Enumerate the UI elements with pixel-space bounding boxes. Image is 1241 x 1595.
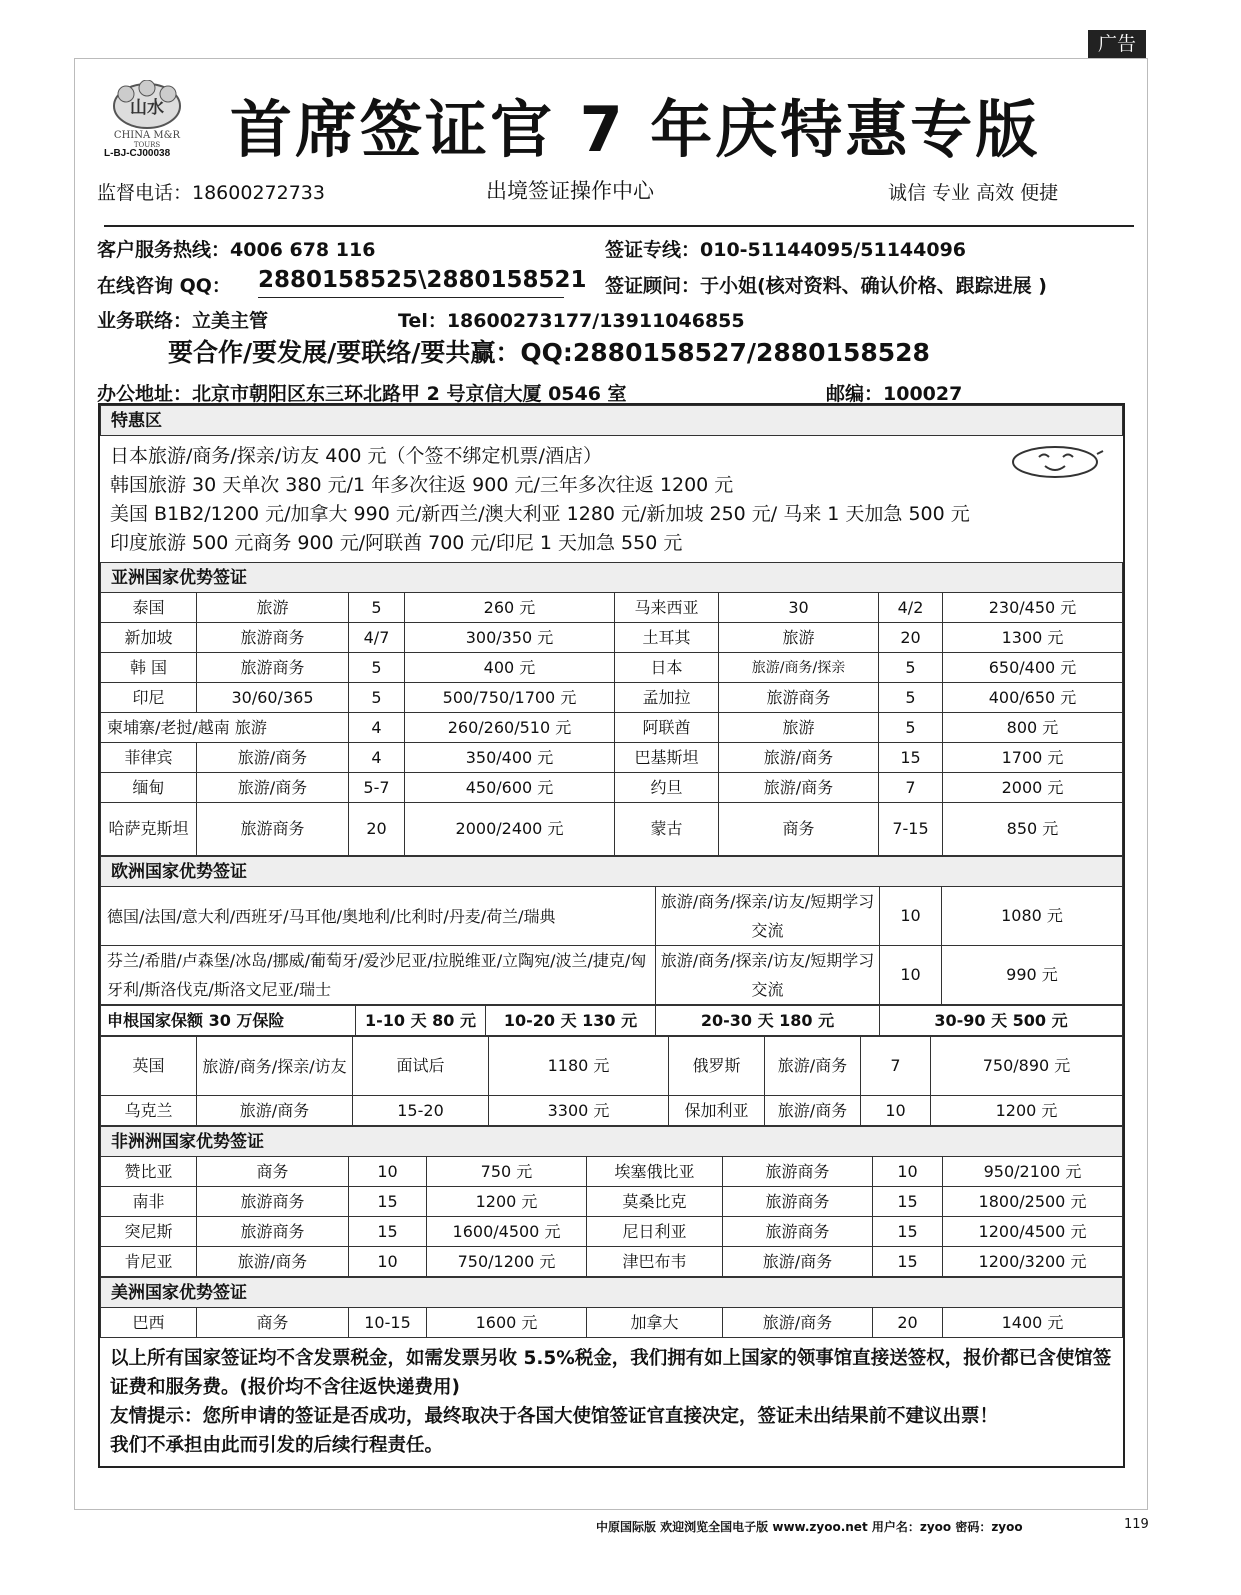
visa-price-box (98, 403, 1125, 1468)
cell: 15 (873, 1217, 943, 1247)
cell: 肯尼亚 (101, 1247, 197, 1277)
special-table (100, 405, 1123, 436)
europe-table (100, 856, 1123, 1005)
cell: 马来西亚 (615, 593, 719, 623)
cell: 5 (879, 653, 943, 683)
svg-text:山水: 山水 (130, 98, 164, 118)
table-row (101, 683, 1123, 713)
page-footer: 中原国际版 欢迎浏览全国电子版 www.zyoo.net 用户名：zyoo 密码：zyoo (596, 1520, 1023, 1534)
cell: 10-20 天 130 元 (486, 1006, 656, 1036)
cell: 4 (349, 743, 405, 773)
america-title: 美洲国家优势签证 (101, 1278, 1123, 1308)
cell: 旅游/商务/探亲/访友 (197, 1037, 353, 1096)
cell: 1600/4500 元 (427, 1217, 587, 1247)
cell: 5 (349, 653, 405, 683)
slogan: 要合作/要发展/要联络/要共赢：QQ:2880158527/2880158528 (168, 338, 930, 367)
cell: 30/60/365 (197, 683, 349, 713)
qq-numbers: 2880158525\2880158521 (258, 267, 587, 293)
cell: 旅游/商务 (719, 743, 879, 773)
cell: 埃塞俄比亚 (587, 1157, 723, 1187)
table-row (101, 623, 1123, 653)
cell: 15 (873, 1247, 943, 1277)
america-table (100, 1277, 1123, 1338)
cell: 旅游/商务 (719, 773, 879, 803)
tel: Tel：18600273177/13911046855 (398, 310, 745, 332)
cell: 7 (879, 773, 943, 803)
cell: 400 元 (405, 653, 615, 683)
schengen-table (100, 1005, 1123, 1036)
cell: 加拿大 (587, 1308, 723, 1338)
cell: 旅游/商务 (197, 743, 349, 773)
cell: 1800/2500 元 (943, 1187, 1123, 1217)
cell: 旅游/商务/探亲/访友/短期学习交流 (656, 887, 880, 946)
cell: 650/400 元 (943, 653, 1123, 683)
cell: 莫桑比克 (587, 1187, 723, 1217)
cell: 950/2100 元 (943, 1157, 1123, 1187)
cell: 230/450 元 (943, 593, 1123, 623)
cell: 1180 元 (489, 1037, 669, 1096)
center-name: 出境签证操作中心 (486, 179, 654, 203)
cell: 日本 (615, 653, 719, 683)
page-number: 119 (1124, 1517, 1149, 1532)
cell: 孟加拉 (615, 683, 719, 713)
cell: 350/400 元 (405, 743, 615, 773)
cell: 俄罗斯 (669, 1037, 765, 1096)
cell: 旅游商务 (197, 653, 349, 683)
qq-underline (258, 297, 564, 298)
cell: 旅游 (197, 593, 349, 623)
cell: 柬埔寨/老挝/越南 旅游 (101, 713, 349, 743)
cell: 赞比亚 (101, 1157, 197, 1187)
special-line: 印度旅游 500 元商务 900 元/阿联酋 700 元/印尼 1 天加急 550 元 (110, 532, 683, 554)
cell: 7 (861, 1037, 931, 1096)
cell: 尼日利亚 (587, 1217, 723, 1247)
cell: 750/1200 元 (427, 1247, 587, 1277)
cell: 1300 元 (943, 623, 1123, 653)
cell: 巴基斯坦 (615, 743, 719, 773)
cell: 15-20 (353, 1096, 489, 1126)
qq-label: 在线咨询 QQ： (97, 275, 231, 297)
table-row (101, 1157, 1123, 1187)
table-row (101, 1217, 1123, 1247)
cell: 3300 元 (489, 1096, 669, 1126)
zip-code: 邮编：100027 (826, 383, 963, 405)
cell: 750/890 元 (931, 1037, 1123, 1096)
cell: 德国/法国/意大利/西班牙/马耳他/奥地利/比利时/丹麦/荷兰/瑞典 (101, 887, 656, 946)
cell: 300/350 元 (405, 623, 615, 653)
cell: 菲律宾 (101, 743, 197, 773)
cell: 1200/4500 元 (943, 1217, 1123, 1247)
cell: 4/7 (349, 623, 405, 653)
cell: 阿联酋 (615, 713, 719, 743)
table-row (101, 1006, 1123, 1036)
africa-title: 非洲洲国家优势签证 (101, 1127, 1123, 1157)
address: 办公地址：北京市朝阳区东三环北路甲 2 号京信大厦 0546 室 (97, 383, 627, 405)
cell: 申根国家保额 30 万保险 (101, 1006, 356, 1036)
table-row (101, 1247, 1123, 1277)
cell: 800 元 (943, 713, 1123, 743)
cell: 20 (349, 803, 405, 856)
note: 友情提示：您所申请的签证是否成功，最终取决于各国大使馆签证官直接决定，签证未出结果前不建议出票！ (110, 1406, 999, 1427)
cell: 10 (873, 1157, 943, 1187)
page-title: 首席签证官 7 年庆特惠专版 (230, 93, 1041, 166)
cell: 7-15 (879, 803, 943, 856)
note: 我们不承担由此而引发的后续行程责任。 (110, 1435, 444, 1456)
smiley-icon (1011, 442, 1105, 482)
table-row (101, 946, 1123, 1005)
cell: 450/600 元 (405, 773, 615, 803)
asia-table (100, 562, 1123, 856)
table-row (101, 1096, 1123, 1126)
table-row (101, 1187, 1123, 1217)
cell: 30-90 天 500 元 (880, 1006, 1123, 1036)
cell: 4 (349, 713, 405, 743)
cell: 津巴布韦 (587, 1247, 723, 1277)
cell: 1200/3200 元 (943, 1247, 1123, 1277)
cell: 1080 元 (942, 887, 1123, 946)
asia-title: 亚洲国家优势签证 (101, 563, 1123, 593)
cell: 850 元 (943, 803, 1123, 856)
table-row (101, 713, 1123, 743)
cell: 泰国 (101, 593, 197, 623)
cell: 4/2 (879, 593, 943, 623)
cell: 2000 元 (943, 773, 1123, 803)
table-row (101, 743, 1123, 773)
table-row (101, 803, 1123, 856)
cell: 芬兰/希腊/卢森堡/冰岛/挪威/葡萄牙/爱沙尼亚/拉脱维亚/立陶宛/波兰/捷克/匈牙利/斯洛伐克/斯洛文尼亚/瑞士 (101, 946, 656, 1005)
supervision-phone: 监督电话：18600272733 (97, 182, 325, 204)
cell: 5 (879, 683, 943, 713)
cell: 260/260/510 元 (405, 713, 615, 743)
cell: 5 (879, 713, 943, 743)
cell: 旅游/商务 (723, 1308, 873, 1338)
cell: 10 (880, 887, 942, 946)
cell: 2000/2400 元 (405, 803, 615, 856)
cell: 旅游/商务 (765, 1096, 861, 1126)
cell: 土耳其 (615, 623, 719, 653)
consultant: 签证顾问：于小姐(核对资料、确认价格、跟踪进展 ) (605, 275, 1047, 297)
special-line: 韩国旅游 30 天单次 380 元/1 年多次往返 900 元/三年多次往返 1200 元 (110, 474, 734, 496)
special-line: 日本旅游/商务/探亲/访友 400 元（个签不绑定机票/酒店） (110, 445, 602, 467)
svg-text:CHINA M&R: CHINA M&R (113, 130, 181, 141)
cell: 15 (873, 1187, 943, 1217)
cell: 旅游商务 (723, 1217, 873, 1247)
cell: 旅游 (719, 713, 879, 743)
cell: 260 元 (405, 593, 615, 623)
contact: 业务联络：立美主管 (97, 310, 269, 332)
cell: 1600 元 (427, 1308, 587, 1338)
license-code: L-BJ-CJ00038 (104, 148, 171, 159)
cell: 旅游/商务 (197, 1096, 353, 1126)
cell: 1700 元 (943, 743, 1123, 773)
cell: 缅甸 (101, 773, 197, 803)
cell: 巴西 (101, 1308, 197, 1338)
cell: 15 (349, 1217, 427, 1247)
cell: 10 (349, 1157, 427, 1187)
cell: 商务 (197, 1308, 349, 1338)
special-title: 特惠区 (101, 406, 1123, 436)
cell: 面试后 (353, 1037, 489, 1096)
cell: 旅游商务 (719, 683, 879, 713)
cell: 蒙古 (615, 803, 719, 856)
cell: 10 (861, 1096, 931, 1126)
europe-title: 欧洲国家优势签证 (101, 857, 1123, 887)
divider (104, 225, 1134, 227)
cell: 400/650 元 (943, 683, 1123, 713)
cell: 新加坡 (101, 623, 197, 653)
cell: 旅游/商务 (723, 1247, 873, 1277)
cell: 旅游/商务 (765, 1037, 861, 1096)
cell: 500/750/1700 元 (405, 683, 615, 713)
notes (100, 1338, 1123, 1466)
cell: 1-10 天 80 元 (356, 1006, 486, 1036)
cell: 30 (719, 593, 879, 623)
cell: 5 (349, 593, 405, 623)
motto: 诚信 专业 高效 便捷 (888, 182, 1059, 204)
cell: 20 (873, 1308, 943, 1338)
cell: 20 (879, 623, 943, 653)
cell: 10 (880, 946, 942, 1005)
europe-other-table (100, 1036, 1123, 1126)
cell: 英国 (101, 1037, 197, 1096)
cell: 5 (349, 683, 405, 713)
cell: 15 (349, 1187, 427, 1217)
cell: 乌克兰 (101, 1096, 197, 1126)
cell: 商务 (719, 803, 879, 856)
africa-table (100, 1126, 1123, 1277)
cell: 5-7 (349, 773, 405, 803)
cell: 10-15 (349, 1308, 427, 1338)
cell: 旅游/商务 (197, 773, 349, 803)
cell: 南非 (101, 1187, 197, 1217)
note: 以上所有国家签证均不含发票税金，如需发票另收 5.5%税金，我们拥有如上国家的领事馆直接送签权，报价都已含使馆签证费和服务费。(报价均不含往返快递费用) (110, 1348, 1112, 1398)
cell: 旅游/商务/探亲/访友/短期学习交流 (656, 946, 880, 1005)
cell: 旅游 (719, 623, 879, 653)
cell: 韩 国 (101, 653, 197, 683)
cell: 1200 元 (427, 1187, 587, 1217)
cell: 旅游商务 (723, 1187, 873, 1217)
cell: 约旦 (615, 773, 719, 803)
cell: 750 元 (427, 1157, 587, 1187)
table-row (101, 773, 1123, 803)
cell: 旅游商务 (197, 1187, 349, 1217)
table-row (101, 887, 1123, 946)
cell: 商务 (197, 1157, 349, 1187)
visa-line: 签证专线：010-51144095/51144096 (605, 239, 967, 261)
cell: 旅游商务 (197, 623, 349, 653)
cell: 15 (879, 743, 943, 773)
cell: 旅游商务 (723, 1157, 873, 1187)
table-row (101, 653, 1123, 683)
cell: 旅游商务 (197, 803, 349, 856)
special-line: 美国 B1B2/1200 元/加拿大 990 元/新西兰/澳大利亚 1280 元/新加坡 250 元/ 马来 1 天加急 500 元 (110, 503, 970, 525)
cell: 990 元 (942, 946, 1123, 1005)
cell: 1400 元 (943, 1308, 1123, 1338)
cell: 旅游/商务 (197, 1247, 349, 1277)
svg-text:TOURS: TOURS (133, 141, 161, 149)
cell: 1200 元 (931, 1096, 1123, 1126)
cell: 哈萨克斯坦 (101, 803, 197, 856)
cell: 旅游/商务/探亲 (719, 653, 879, 683)
cell: 旅游商务 (197, 1217, 349, 1247)
table-row (101, 1308, 1123, 1338)
hotline: 客户服务热线：4006 678 116 (97, 239, 376, 261)
ad-tag: 广告 (1088, 30, 1146, 58)
cell: 突尼斯 (101, 1217, 197, 1247)
cell: 10 (349, 1247, 427, 1277)
cell: 保加利亚 (669, 1096, 765, 1126)
cell: 印尼 (101, 683, 197, 713)
special-offers (100, 436, 1123, 562)
table-row (101, 1037, 1123, 1096)
cell: 20-30 天 180 元 (656, 1006, 880, 1036)
table-row (101, 593, 1123, 623)
